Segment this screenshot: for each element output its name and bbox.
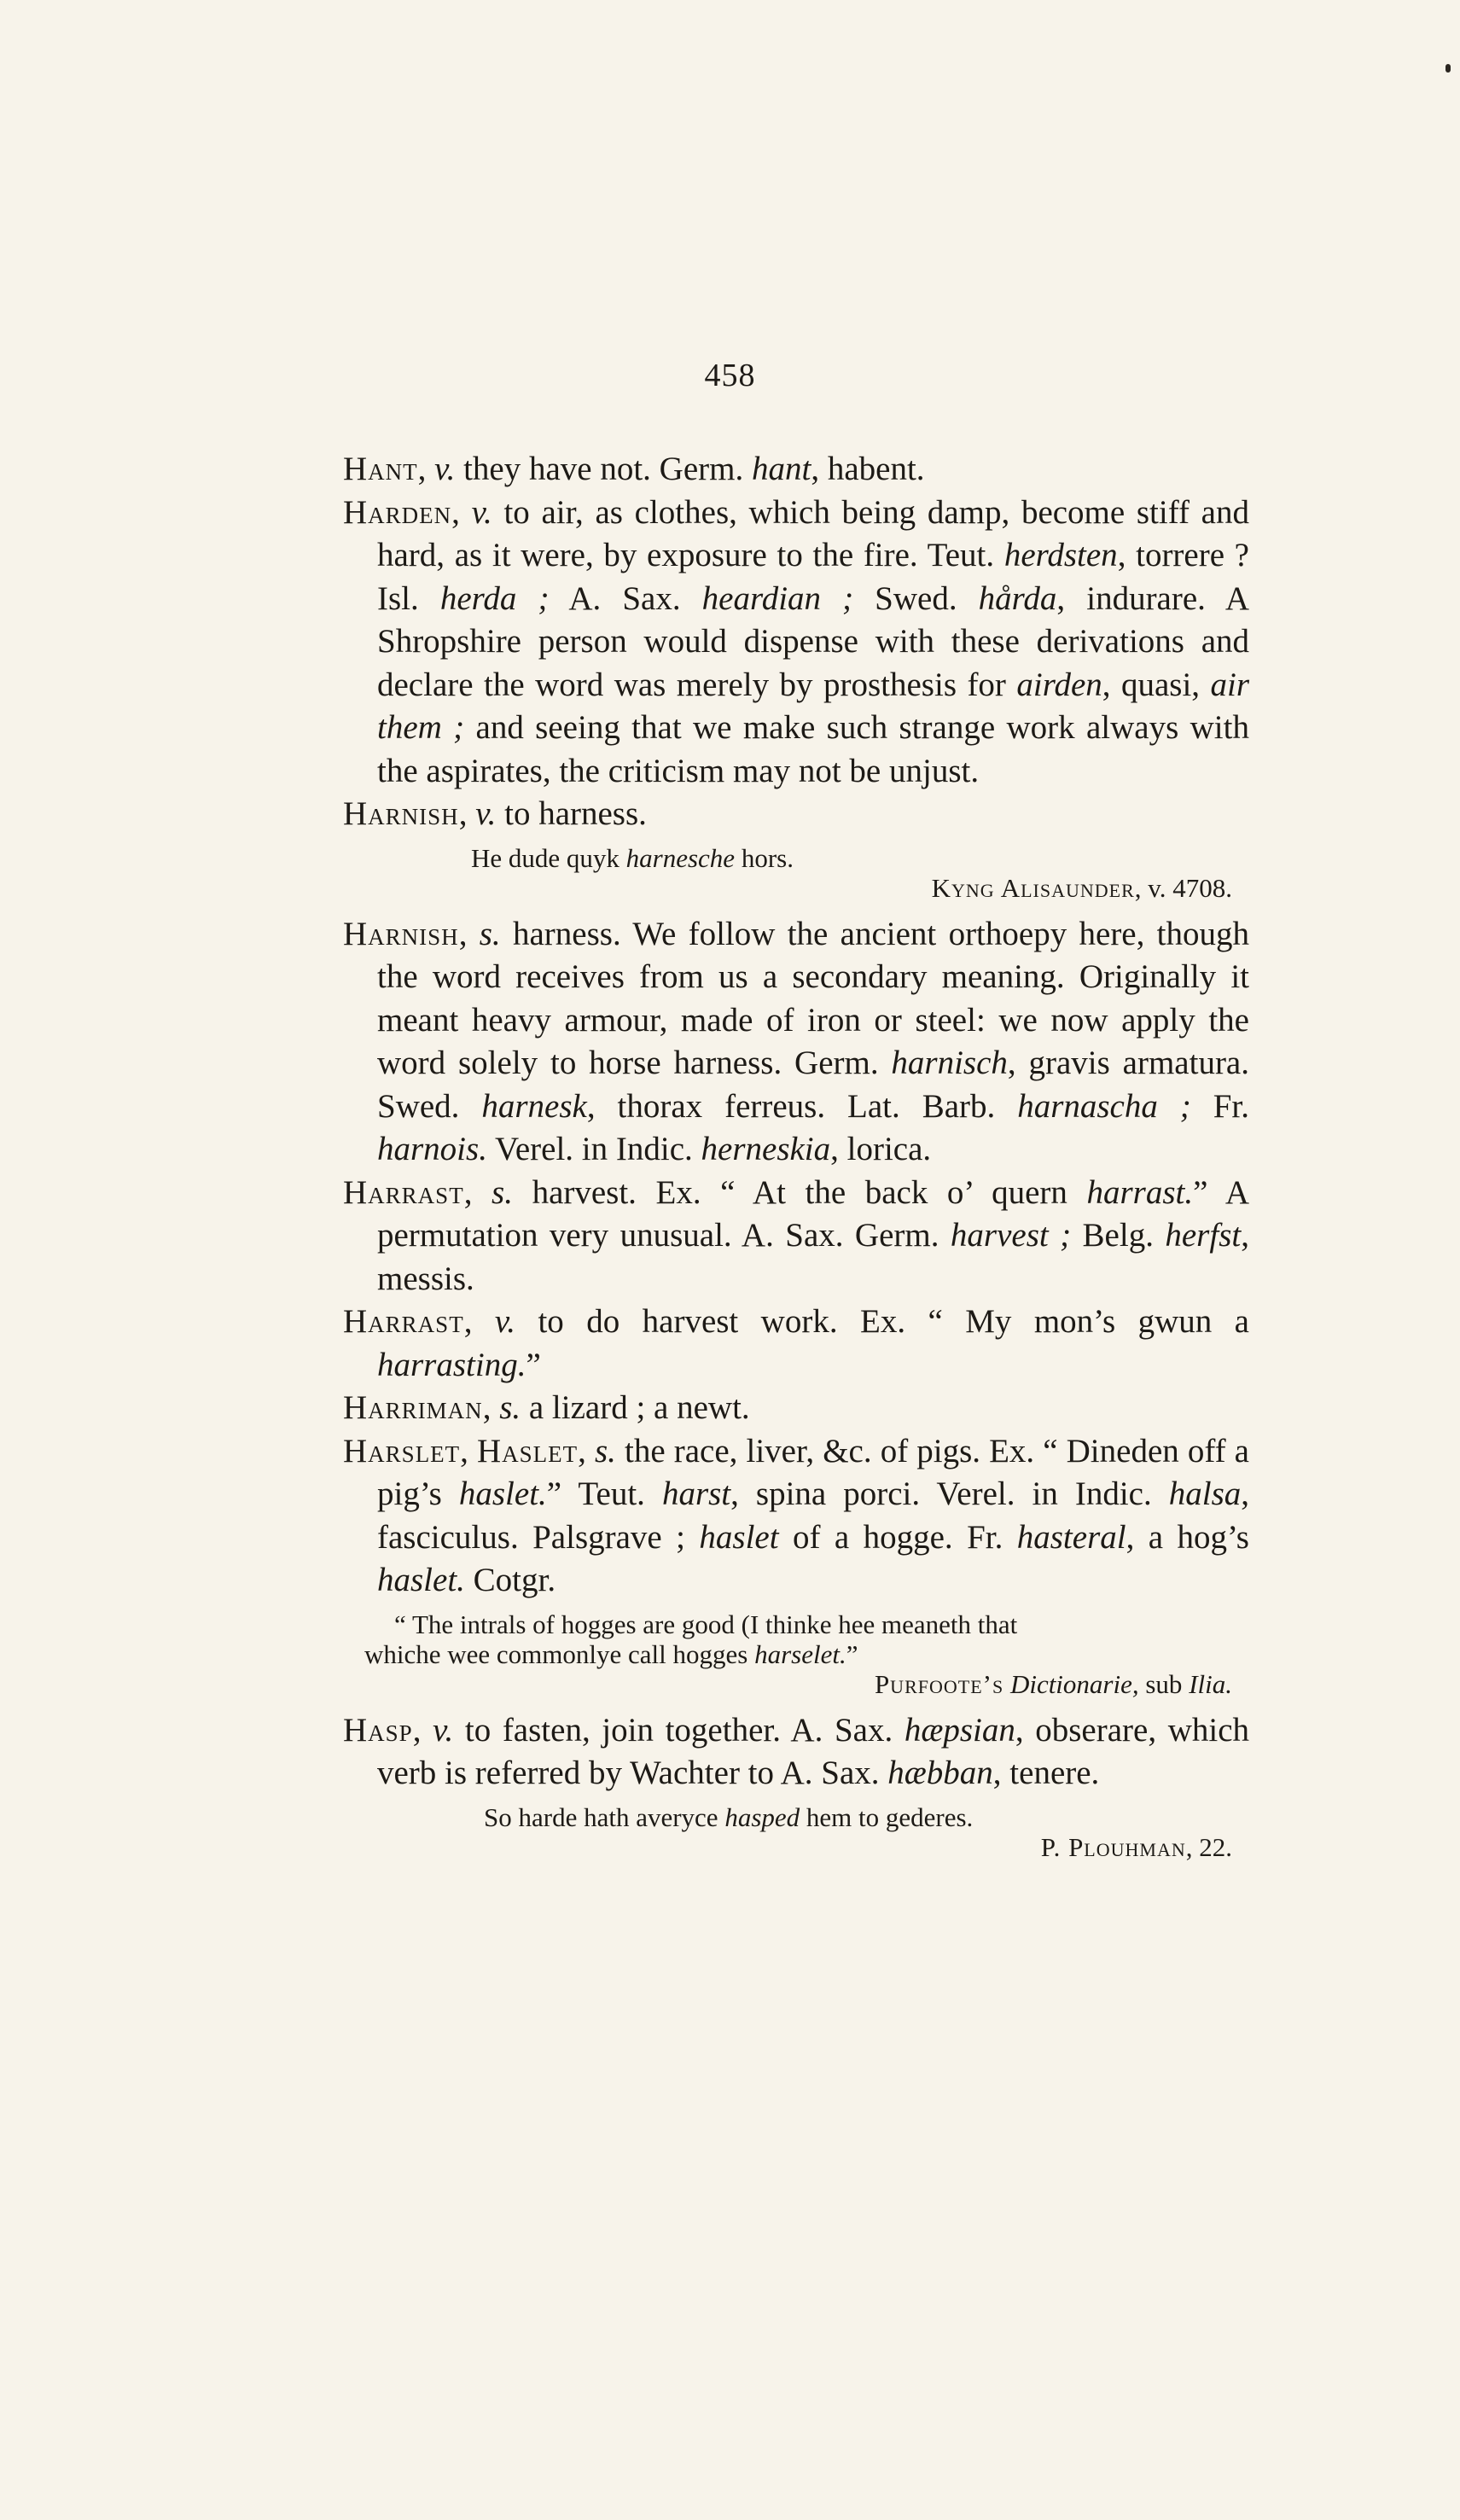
entry-text: harness. We follow the ancient orthoepy here, though the word receives from us a secondary meaning. Originally it meant heavy armour, made of iron or steel: we now apply the word solely to horse harness. Germ.	[377, 915, 1250, 1081]
headword: Harrast	[343, 1303, 464, 1340]
quote-line	[343, 1802, 1249, 1832]
citation-quote	[343, 1802, 1249, 1862]
italic-word: v.	[494, 1303, 516, 1340]
headword: Harden	[343, 493, 452, 531]
entry-text: ,	[458, 915, 480, 952]
dictionary-entry	[343, 492, 1249, 794]
entry-text: ,	[412, 1711, 433, 1749]
italic-word: s.	[479, 915, 501, 952]
dictionary-entry	[343, 1387, 1249, 1430]
entry-text: ,	[578, 1432, 595, 1470]
italic-word: Ilia.	[1189, 1668, 1232, 1699]
dictionary-entry	[343, 1172, 1249, 1301]
entry-text: harvest. Ex. “ At the back o’ quern	[512, 1173, 1087, 1211]
italic-word: v.	[433, 1711, 454, 1749]
italic-word: hasped	[724, 1801, 800, 1832]
entry-text: sub	[1138, 1668, 1190, 1699]
entry-text: , messis.	[377, 1217, 1249, 1297]
citation-quote	[343, 1609, 1249, 1699]
headword: Harnish	[343, 795, 459, 832]
page-number: 458	[704, 358, 756, 393]
italic-word: heardian ;	[701, 579, 854, 617]
headword: Harnish	[343, 915, 459, 952]
italic-word: herneskia	[701, 1131, 831, 1167]
dictionary-entries	[343, 448, 1249, 1872]
entry-text: Cotgr.	[464, 1562, 556, 1598]
italic-word: hæbban	[887, 1755, 993, 1791]
quote-source	[343, 873, 1249, 903]
italic-word: harselet.	[754, 1638, 846, 1669]
italic-word: hant	[751, 451, 811, 487]
entry-text: , lorica.	[830, 1131, 932, 1167]
entry-text: , v. 4708.	[1134, 872, 1232, 903]
italic-word: v.	[475, 795, 497, 832]
entry-text: ,	[451, 493, 472, 531]
source-name: Kyng Alisaunder	[931, 872, 1135, 903]
headword: Hasp	[343, 1711, 413, 1749]
entry-text: and seeing that we make such strange work always with the aspirates, the criticism may not be unjust.	[377, 709, 1249, 789]
entry-text: , quasi,	[1102, 666, 1211, 703]
entry-text: , obserare, which verb is referred by Wachter to A. Sax.	[377, 1711, 1250, 1791]
headword: Haslet	[477, 1432, 579, 1470]
entry-text: ,	[482, 1389, 500, 1426]
entry-text: ,	[460, 1432, 477, 1470]
italic-word: halsa	[1168, 1475, 1242, 1512]
entry-text: ,	[463, 1173, 492, 1211]
italic-word: air them ;	[377, 666, 1250, 746]
dictionary-entry	[343, 1301, 1249, 1387]
entry-text: Swed.	[853, 579, 979, 617]
entry-text: , spina porci. Verel. in Indic.	[730, 1475, 1169, 1512]
italic-word: harnois.	[377, 1131, 487, 1167]
italic-word: s.	[595, 1432, 616, 1470]
italic-word: airden	[1016, 666, 1102, 703]
source-name: Purfoote’s	[874, 1668, 1004, 1699]
italic-word: hasteral	[1016, 1518, 1126, 1556]
italic-word: s.	[499, 1389, 521, 1426]
entry-text	[1003, 1669, 1010, 1699]
entry-text: , torrere ? Isl.	[377, 537, 1249, 617]
dictionary-entry	[343, 1430, 1249, 1603]
headword: Harriman	[343, 1389, 483, 1426]
quote-line	[343, 1639, 1249, 1669]
italic-word: haslet	[699, 1518, 779, 1556]
entry-text: they have not. Germ.	[455, 451, 752, 487]
entry-text: , gravis armatura. Swed.	[377, 1045, 1249, 1125]
entry-text: ,	[458, 795, 476, 832]
citation-quote	[343, 843, 1249, 903]
margin-mark	[1445, 64, 1451, 73]
entry-text: , thorax ferreus. Lat. Barb.	[586, 1087, 1018, 1125]
headword: Harrast	[343, 1173, 464, 1211]
entry-text: , habent.	[811, 451, 925, 487]
quote-source	[343, 1669, 1249, 1699]
italic-word: harnisch	[891, 1045, 1008, 1081]
italic-word: hæpsian	[904, 1711, 1015, 1749]
italic-word: harnesk	[481, 1087, 587, 1125]
italic-word: harvest ;	[950, 1217, 1072, 1254]
entry-text: Verel. in Indic.	[486, 1131, 701, 1167]
entry-text: to do harvest work. Ex. “ My mon’s gwun a	[515, 1303, 1249, 1340]
entry-text: “ The intrals of hogges are good (I thinke hee meaneth that	[394, 1609, 1018, 1639]
entry-text: to harness.	[496, 795, 647, 832]
headword: Hant	[343, 451, 418, 487]
italic-word: harrasting.	[377, 1346, 526, 1383]
italic-word: haslet.	[458, 1475, 547, 1512]
entry-text: to fasten, join together. A. Sax.	[453, 1711, 905, 1749]
entry-text: ”	[526, 1346, 541, 1383]
italic-word: v.	[471, 493, 492, 531]
quote-source	[343, 1832, 1249, 1862]
italic-word: herfst	[1165, 1217, 1242, 1254]
entry-text: , a hog’s	[1126, 1518, 1249, 1556]
entry-text: the race, liver, &c. of pigs. Ex. “ Dineden off a pig’s	[377, 1432, 1249, 1512]
entry-text: , 22.	[1185, 1831, 1232, 1862]
italic-word: harnascha ;	[1017, 1087, 1191, 1125]
entry-text: Fr.	[1190, 1087, 1250, 1125]
entry-text: whiche wee commonlye call hogges	[364, 1638, 755, 1669]
italic-word: haslet.	[377, 1562, 465, 1598]
italic-word: herdsten	[1003, 537, 1118, 573]
entry-text: He dude quyk	[471, 842, 626, 873]
italic-word: harrast.	[1086, 1173, 1194, 1211]
italic-word: herda ;	[439, 579, 550, 617]
italic-word: Dictionarie,	[1009, 1668, 1139, 1699]
entry-text: ”	[846, 1638, 858, 1669]
entry-text: , indurare. A Shropshire person would dispense with these derivations and declare the word was merely by prosthesis for	[377, 579, 1249, 703]
dictionary-entry	[343, 793, 1249, 836]
entry-text: to air, as clothes, which being damp, become stiff and hard, as it were, by exposure to the fire. Teut.	[377, 493, 1249, 573]
entry-text: So harde hath averyce	[484, 1801, 725, 1832]
entry-text: ” A permutation very unusual. A. Sax. Germ.	[377, 1173, 1250, 1254]
headword: Harslet	[343, 1432, 461, 1470]
entry-text: ,	[417, 451, 435, 487]
quote-line	[343, 1609, 1249, 1639]
entry-text: a lizard ; a newt.	[521, 1389, 750, 1426]
dictionary-entry	[343, 913, 1249, 1172]
italic-word: harnesche	[625, 842, 736, 873]
entry-text: hem to gederes.	[800, 1801, 974, 1832]
dictionary-entry	[343, 1709, 1249, 1795]
source-name: P. Plouhman	[1040, 1831, 1186, 1862]
italic-word: harst	[661, 1475, 731, 1512]
entry-text: ,	[463, 1303, 495, 1340]
entry-text: ” Teut.	[546, 1475, 662, 1512]
dictionary-entry	[343, 448, 1249, 492]
italic-word: s.	[492, 1173, 513, 1211]
entry-text: A. Sax.	[549, 579, 702, 617]
entry-text: , fasciculus. Palsgrave ;	[377, 1475, 1249, 1556]
italic-word: v.	[434, 451, 456, 487]
entry-text: , tenere.	[992, 1755, 1100, 1791]
quote-line	[343, 843, 1249, 873]
entry-text: hors.	[735, 842, 794, 873]
entry-text: of a hogge. Fr.	[778, 1518, 1017, 1556]
entry-text: Belg.	[1071, 1217, 1166, 1254]
italic-word: hårda	[978, 579, 1057, 617]
